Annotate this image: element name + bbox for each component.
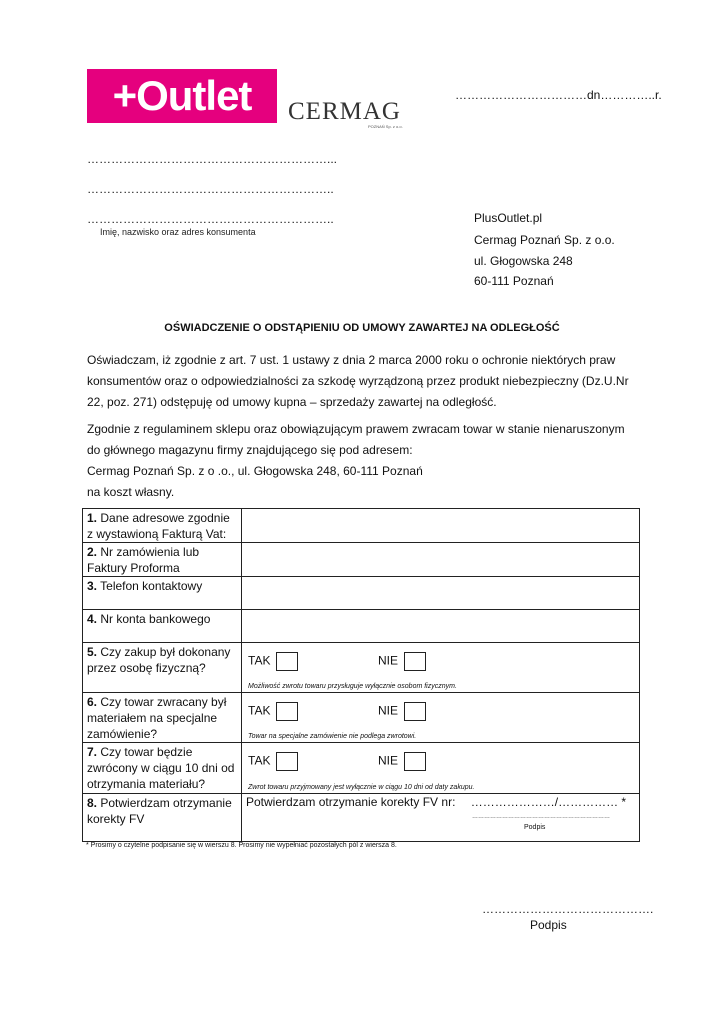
address-field[interactable] — [242, 509, 640, 543]
yes-checkbox[interactable] — [276, 752, 298, 771]
row-label: 7. Czy towar będzie zwrócony w ciągu 10 dni od otrzymania materiału? — [83, 743, 242, 794]
recipient-line-2: Cermag Poznań Sp. z o.o. — [474, 233, 615, 247]
consumer-line-3[interactable]: …………………………………………………….. — [87, 212, 334, 226]
footnote: * Prosimy o czytelne podpisanie się w wierszu 8. Prosimy nie wypełniać pozostałych pól z wiersza 8. — [86, 842, 397, 849]
row-note: Zwrot towaru przyjmowany jest wyłącznie w ciągu 10 dni od daty zakupu. — [248, 784, 475, 791]
recipient-line-3: ul. Głogowska 248 — [474, 254, 573, 268]
no-checkbox[interactable] — [404, 752, 426, 771]
yes-checkbox[interactable] — [276, 702, 298, 721]
signature-line[interactable]: ……………………………………. — [482, 902, 654, 916]
table-row — [83, 543, 640, 577]
cermag-logo: CERMAG — [288, 98, 401, 125]
table-row — [83, 743, 640, 794]
table-row — [83, 577, 640, 610]
plusoutlet-logo: +Outlet — [87, 69, 277, 123]
table-row — [83, 610, 640, 643]
yes-checkbox[interactable] — [276, 652, 298, 671]
answer-cell: TAK NIE Możliwość zwrotu towaru przysługuje wyłącznie osobom fizycznym. — [242, 643, 640, 693]
row-label: 4. Nr konta bankowego — [83, 610, 242, 643]
answer-cell: TAK NIE Towar na specjalne zamówienie nie podlega zwrotowi. — [242, 693, 640, 743]
consumer-line-1[interactable]: ……………………………………………………... — [87, 152, 338, 166]
row-label: 6. Czy towar zwracany był materiałem na specjalne zamówienie? — [83, 693, 242, 743]
return-line-3: Cermag Poznań Sp. z o .o., ul. Głogowska 248, 60-111 Poznań — [87, 464, 423, 478]
order-number-field[interactable] — [242, 543, 640, 577]
confirmation-text: Potwierdzam otrzymanie korekty FV nr: — [246, 795, 456, 809]
row-label: 5. Czy zakup był dokonany przez osobę fizyczną? — [83, 643, 242, 693]
no-checkbox[interactable] — [404, 702, 426, 721]
document-heading: OŚWIADCZENIE O ODSTĄPIENIU OD UMOWY ZAWARTEJ NA ODLEGŁOŚĆ — [164, 322, 560, 334]
row-label: 3. Telefon kontaktowy — [83, 577, 242, 610]
return-line-4: na koszt własny. — [87, 485, 175, 499]
invoice-number-field[interactable]: …………………/…………… * — [470, 795, 627, 809]
return-paragraph — [87, 419, 647, 503]
table-row — [83, 509, 640, 543]
bank-account-field[interactable] — [242, 610, 640, 643]
return-line-1: Zgodnie z regulaminem sklepu oraz obowiązującym prawem zwracam towar w stanie nienaruszonym — [87, 422, 625, 436]
consumer-caption: Imię, nazwisko oraz adres konsumenta — [100, 227, 256, 237]
confirmation-signature-label: Podpis — [524, 824, 546, 831]
recipient-line-1: PlusOutlet.pl — [474, 211, 543, 225]
row-label: 2. Nr zamówienia lub Faktury Proforma — [83, 543, 242, 577]
return-line-2: do głównego magazynu firmy znajdującego się pod adresem: — [87, 443, 413, 457]
consumer-line-2[interactable]: …………………………………………………….. — [87, 182, 334, 196]
return-form-table — [82, 508, 640, 842]
row-note: Możliwość zwrotu towaru przysługuje wyłącznie osobom fizycznym. — [248, 683, 457, 690]
row-label: 8. Potwierdzam otrzymanie korekty FV — [83, 794, 242, 842]
phone-field[interactable] — [242, 577, 640, 610]
signature-label: Podpis — [530, 918, 567, 932]
recipient-line-4: 60-111 Poznań — [474, 274, 554, 288]
row-note: Towar na specjalne zamówienie nie podlega zwrotowi. — [248, 733, 417, 740]
answer-cell: TAK NIE Zwrot towaru przyjmowany jest wyłącznie w ciągu 10 dni od daty zakupu. — [242, 743, 640, 794]
table-row — [83, 643, 640, 693]
declaration-paragraph: Oświadczam, iż zgodnie z art. 7 ust. 1 ustawy z dnia 2 marca 2000 roku o ochronie niektórych praw konsumentów oraz o odpowiedzialności za szkodę wyrządzoną przez produkt niebezpieczny (Dz.U.Nr 22, poz. 271) odstępuję od umowy kupna – sprzedaży zawartej na odległość. — [87, 353, 629, 409]
table-row — [83, 693, 640, 743]
table-row — [83, 794, 640, 842]
row-label: 1. Dane adresowe zgodnie z wystawioną Fakturą Vat: — [83, 509, 242, 543]
no-checkbox[interactable] — [404, 652, 426, 671]
date-line[interactable]: ……………………………dn…………..r. — [455, 88, 662, 102]
confirmation-cell — [242, 794, 640, 842]
cermag-logo-subtitle: POZNAŃ Sp. z o.o. — [368, 124, 403, 129]
confirmation-signature-line[interactable]: …………………………………………………………… — [472, 814, 610, 820]
